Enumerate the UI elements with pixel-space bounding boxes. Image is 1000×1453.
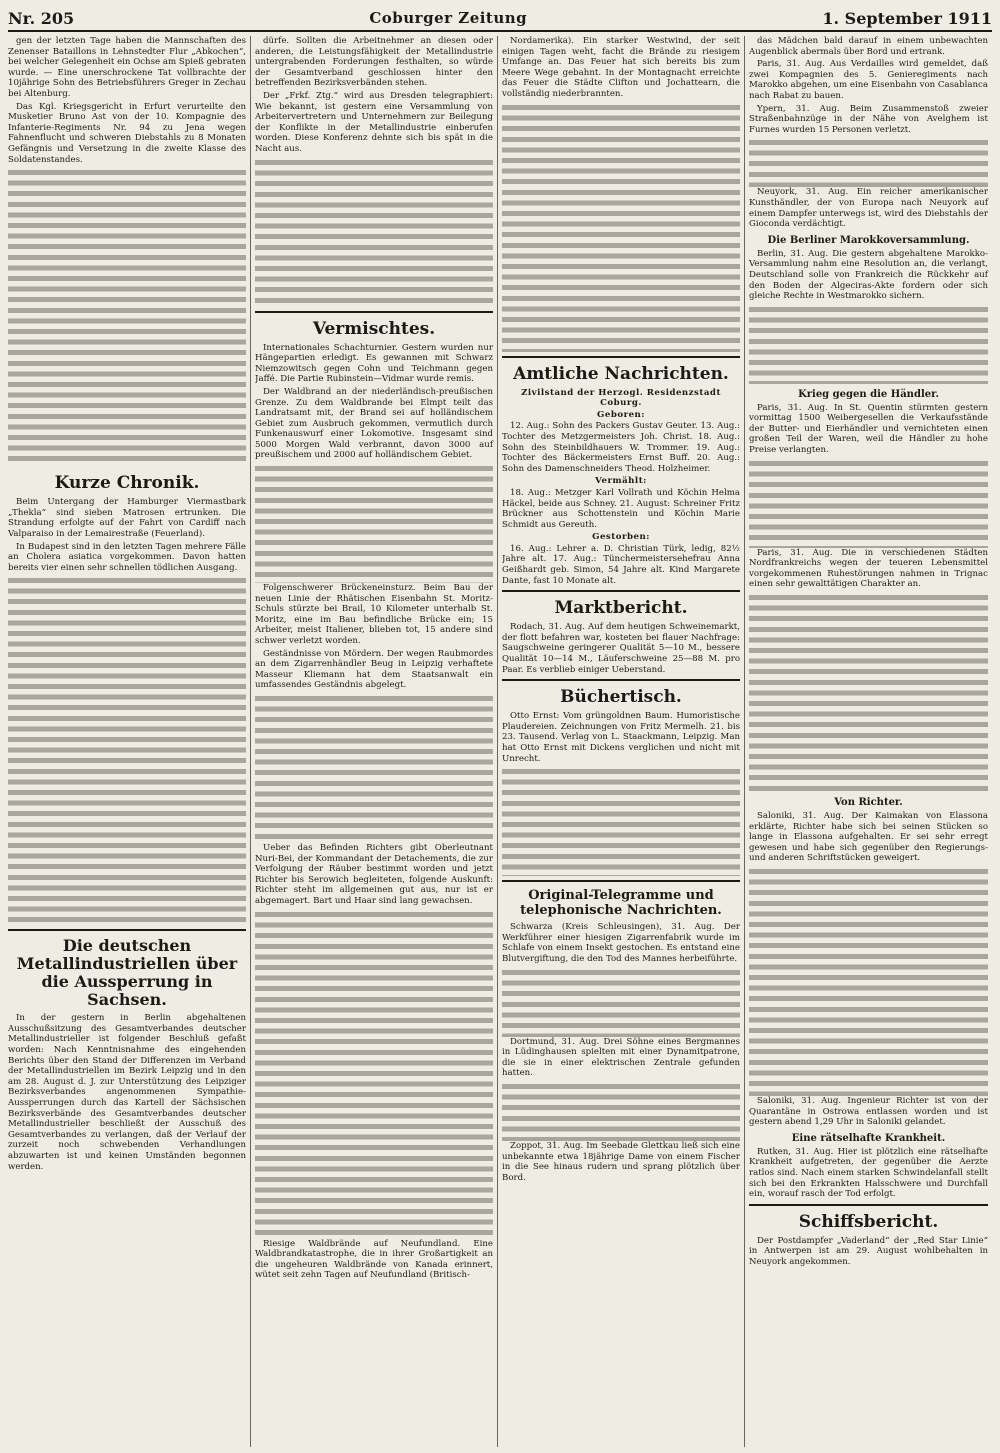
divider [502, 679, 740, 681]
article-paragraph: Internationales Schachturnier. Gestern wurden nur Hängepartien erledigt. Es gewannen mit Schwarz Niemzowitsch gegen Cohn und Teichmann gegen Jaffé. Die Partie Rubinstein—Vidmar wurde remis. [255, 342, 493, 385]
section-heading-schiffsbericht: Schiffsbericht. [798, 1211, 939, 1232]
column-2 [255, 36, 498, 1447]
article-paragraph: gen der letzten Tage haben die Mannschaften des Zenenser Bataillons in Lehnstedter Flur „Abkochen“, bei welcher Gelegenheit ein Ochse am Spieß gebraten wurde. — Eine unerschrockene Tat vollbrachte der 10jährige Sohn des Betriebsführers Greger in Zechau bei Altenburg. [8, 36, 246, 99]
article-paragraph: Rodach, 31. Aug. Auf dem heutigen Schweinemarkt, der flott befahren war, kosteten bei flauer Nachfrage: Saugschweine geringerer Qualität 5—10 M., bessere Qualität 10—14 M., Läuferschweine 25—88 M. pro Paar. Es verblieb einiger Ueberstand. [502, 622, 740, 675]
divider [749, 1204, 988, 1206]
article-paragraph: Riesige Waldbrände auf Neufundland. Eine Waldbrandkatastrophe, die in ihrer Großartigkeit an die ungeheuren Waldbrände von Kanada erinnert, wütet seit zehn Tagen auf Neufundland (Britisch- [255, 1238, 493, 1281]
article-paragraph: Berlin, 31. Aug. Die gestern abgehaltene Marokko-Versammlung nahm eine Resolution an, die verlangt, Deutschland solle von Frankreich die Rückkehr auf den Boden der Algeciras-Akte fordern oder sich gleiche Rechte in Westmarokko sichern. [749, 248, 988, 302]
column-1 [8, 36, 251, 1447]
issue-date: 1. September 1911 [822, 8, 992, 28]
article-paragraph: Saloniki, 31. Aug. Ingenieur Richter ist von der Quarantäne in Ostrowa entlassen worden und ist gestern abend 1,29 Uhr in Saloniki gelandet. [749, 1096, 988, 1128]
subheading-vermaehlt: Vermählt: [595, 476, 647, 487]
article-paragraph: Rutken, 31. Aug. Hier ist plötzlich eine rätselhafte Krankheit aufgetreten, der gegenüber die Aerzte ratlos sind. Nach einem starken Schwindelanfall stellt sich bei den Erkrankten Halsschwere und Durchfall ein, worauf rasch der Tod erfolgt. [749, 1146, 988, 1200]
article-paragraph: Paris, 31. Aug. Aus Verdailles wird gemeldet, daß zwei Kompagnien des 5. Genieregiments nach Marokko abgehen, um eine Eisenbahn von Casablanca nach Rabat zu bauen. [749, 59, 988, 101]
article-paragraph: In der gestern in Berlin abgehaltenen Ausschußsitzung des Gesamtverbandes deutscher Metallindustrieller ist folgender Beschluß gefaßt worden: Nach Kenntnisnahme des eingehenden Berichts über den Stand der Differenzen im Verband der Metallindustriellen im Bezirk Leipzig und in den am 28. August d. J. zur Unterstützung des Leipziger Bezirksverbandes angenommenen Sympathie-Aussperrungen durch das Kartell der Sächsischen Bezirksverbände des Gesamtverbandes deutscher Metallindustrieller beschließt der Ausschuß des Gesamtverbandes zu verlangen, daß der Verlauf der zurzeit noch schwebenden Verhandlungen abzuwarten ist und keinen Umständen begonnen werden. [8, 1013, 246, 1172]
article-paragraph: Paris, 31. Aug. Die in verschiedenen Städten Nordfrankreichs wegen der teueren Lebensmittel vorgekommenen Ruhestörungen nahmen in Trignac einen sehr gewalttätigen Charakter an. [749, 547, 988, 590]
article-paragraph: Der Waldbrand an der niederländisch-preußischen Grenze. Zu dem Waldbrande bei Elmpt teilt das Landratsamt mit, der Brand sei auf holländischem Gebiet zum Ausbruch gekommen, vermutlich durch Funkenauswurf einer Lokomotive. Insgesamt sind 5000 Morgen Wald verbrannt, davon 3000 auf preußischem und 2000 auf holländischem Gebiet. [255, 386, 493, 461]
text-block-illegible [749, 137, 988, 187]
text-block-illegible [502, 102, 740, 352]
section-heading-amtliche-nachrichten: Amtliche Nachrichten. [513, 363, 729, 384]
article-paragraph: Geständnisse von Mördern. Der wegen Raubmordes an dem Zigarrenhändler Beug in Leipzig verhaftete Masseur Kliemann hat dem Staatsanwalt ein umfassendes Geständnis abgelegt. [255, 648, 493, 691]
subheading-gestorben: Gestorben: [592, 532, 650, 543]
columns [8, 36, 992, 1447]
masthead [8, 6, 992, 32]
article-paragraph: dürfe. Sollten die Arbeitnehmer an diesen oder anderen, die Leistungsfähigkeit der Metallindustrie untergrabenden Forderungen festhalten, so würde der Gesamtverband geschlossen hinter den betreffenden Bezirksverbänden stehen. [255, 36, 493, 89]
column-4 [749, 36, 992, 1447]
article-paragraph: Nordamerika). Ein starker Westwind, der seit einigen Tagen weht, facht die Brände zu riesigem Umfange an. Das Feuer hat sich bereits bis zum Meere Wege gebahnt. In der Montagnacht erreichte das Feuer die Städte Clifton und Jochattearn, die vollständig niederbrannten. [502, 36, 740, 99]
article-paragraph: Dortmund, 31. Aug. Drei Söhne eines Bergmannes in Lüdinghausen spielten mit einer Dynamitpatrone, die sie in einer elektrischen Zentrale gefunden hatten. [502, 1036, 740, 1079]
text-block-illegible [502, 766, 740, 876]
article-paragraph: Folgenschwerer Brückeneinsturz. Beim Bau der neuen Linie der Rhätischen Eisenbahn St. Moritz-Schuls stürzte bei Brail, 10 Kilometer unterhalb St. Moritz, eine im Bau befindliche Brücke ein; 15 Arbeiter, meist Italiener, blieben tot, 15 andere sind schwer verletzt worden. [255, 583, 493, 647]
article-paragraph: Beim Untergang der Hamburger Viermastbark „Thekla“ sind sieben Matrosen ertrunken. Die Strandung erfolgte auf der Fahrt von Cardiff nach Valparaiso in der Lemairestraße (Feuerland). [8, 497, 246, 539]
divider [8, 929, 246, 931]
text-block-illegible [502, 967, 740, 1037]
text-block-illegible [502, 1081, 740, 1141]
text-block-illegible [749, 458, 988, 548]
issue-number: Nr. 205 [8, 8, 75, 28]
section-heading-marktbericht: Marktbericht. [554, 598, 688, 619]
subheading-zivilstand: Zivilstand der Herzogl. Residenzstadt Coburg. [521, 387, 721, 409]
section-heading-marokkoversammlung: Die Berliner Marokkoversammlung. [767, 234, 970, 246]
section-heading-metallindustrielle: Die deutschen Metallindustriellen über die Aussperrung in Sachsen. [16, 936, 238, 1010]
article-paragraph: Zoppot, 31. Aug. Im Seebade Glettkau ließ sich eine unbekannte etwa 18jährige Dame von einem Fischer in die See hinaus rudern und sprang plötzlich über Bord. [502, 1140, 740, 1183]
text-block-illegible [255, 463, 493, 583]
section-heading-von-richter: Von Richter. [834, 797, 903, 809]
article-paragraph: Der „Frkf. Ztg.“ wird aus Dresden telegraphiert: Wie bekannt, ist gestern eine Versammlung von Arbeitervertretern und Unternehmern zur Beilegung der Konflikte in der Metallindustrie einberufen worden. Diese Konferenz dehnte sich bis spät in die Nacht aus. [255, 90, 493, 154]
paper-title: Coburger Zeitung [369, 9, 528, 27]
text-block-illegible [749, 592, 988, 792]
text-block-illegible [255, 909, 493, 1239]
registry-entries-births: 12. Aug.: Sohn des Packers Gustav Geuter. 13. Aug.: Tochter des Metzgermeisters Joh. Christ. 18. Aug.: Sohn des Steinbildhauers W. Trommer. 19. Aug.: Tochter des Bäckermeisters Ernst Buff. 20. Aug.: Sohn des Damenschneiders Theod. Holzheimer. [502, 421, 740, 474]
article-paragraph: Saloniki, 31. Aug. Der Kaimakan von Elassona erklärte, Richter habe sich bei seinen Stücken so lange in Elassona aufgehalten. Er sei sehr erregt gewesen und habe sich gegenüber den Regierungs- und anderen Schriftstücken geweigert. [749, 811, 988, 864]
text-block-illegible [255, 693, 493, 843]
article-paragraph: Neuyork, 31. Aug. Ein reicher amerikanischer Kunsthändler, der von Europa nach Neuyork auf einem Dampfer unterwegs ist, wird des Diebstahls der Gioconda verdächtigt. [749, 187, 988, 230]
section-heading-kurze-chronik: Kurze Chronik. [54, 473, 200, 494]
article-paragraph: Schwarza (Kreis Schleusingen), 31. Aug. Der Werkführer einer hiesigen Zigarrenfabrik wurde im Schlafe von einem Insekt gestochen. Es entstand eine Blutvergiftung, die den Tod des Mannes herbeiführte. [502, 922, 740, 964]
article-paragraph: Ueber das Befinden Richters gibt Oberleutnant Nuri-Bei, der Kommandant der Detachements, die zur Verfolgung der Räuber bestimmt worden und jetzt Richter bis Serowich begleiteten, folgende Auskunft: Richter steht im allgemeinen gut aus, nur ist er abgemagert. Bart und Haar sind lang gewachsen. [255, 843, 493, 906]
text-block-illegible [749, 866, 988, 1096]
divider [255, 311, 493, 313]
section-heading-krieg-haendler: Krieg gegen die Händler. [798, 388, 939, 400]
article-paragraph: das Mädchen bald darauf in einem unbewachten Augenblick abermals über Bord und ertrank. [749, 36, 988, 57]
section-heading-vermischtes: Vermischtes. [312, 318, 436, 339]
text-block-illegible [255, 157, 493, 307]
article-paragraph: Otto Ernst: Vom grüngoldnen Baum. Humoristische Plaudereien. Zeichnungen von Fritz Mermelh. 21. bis 23. Tausend. Verlag von L. Staackmann, Leipzig. Man hat Otto Ernst mit Dickens verglichen und nicht mit Unrecht. [502, 711, 740, 764]
section-heading-raetselhafte-krankheit: Eine rätselhafte Krankheit. [791, 1132, 946, 1144]
section-heading-telegramme: Original-Telegramme und telephonische Nachrichten. [520, 888, 722, 919]
article-paragraph: Paris, 31. Aug. In St. Quentin stürmten gestern vormittag 1500 Weibergesellen die Verkaufsstände der Butter- und Eierhändler und vernichteten einen großen Teil der Waren, weil die Händler zu hohe Preise verlangten. [749, 402, 988, 456]
subheading-geboren: Geboren: [597, 409, 645, 420]
column-3 [502, 36, 745, 1447]
divider [502, 880, 740, 882]
registry-entries-deaths: 16. Aug.: Lehrer a. D. Christian Türk, ledig, 82½ Jahre alt. 17. Aug.: Tünchermeistersehefrau Anna Geißhardt geb. Simon, 54 Jahre alt. Kind Margarete Dante, fast 10 Monate alt. [502, 543, 740, 586]
divider [502, 590, 740, 592]
text-block-illegible [8, 575, 246, 925]
article-paragraph: Das Kgl. Kriegsgericht in Erfurt verurteilte den Musketier Bruno Ast von der 10. Kompagnie des Infanterie-Regiments Nr. 94 zu Jena wegen Fahnenflucht und schweren Diebstahls zu 8 Monaten Gefängnis und Versetzung in die zweite Klasse des Soldatenstandes. [8, 101, 246, 165]
article-paragraph: In Budapest sind in den letzten Tagen mehrere Fälle an Cholera asiatica vorgekommen. Davon hatten bereits vier einen sehr schnellen tödlichen Ausgang. [8, 541, 246, 573]
text-block-illegible [749, 304, 988, 384]
registry-entries-marriages: 18. Aug.: Metzger Karl Vollrath und Köchin Helma Häckel, beide aus Schney. 21. August: Schreiner Fritz Brückner aus Schottenstein und Köchin Marie Schmidt aus Gereuth. [502, 487, 740, 530]
article-paragraph: Ypern, 31. Aug. Beim Zusammenstoß zweier Straßenbahnzüge in der Nähe von Avelghem ist Furnes wurden 15 Personen verletzt. [749, 103, 988, 135]
divider [502, 356, 740, 358]
text-block-illegible [8, 167, 246, 467]
section-heading-buechertisch: Büchertisch. [560, 687, 682, 708]
article-paragraph: Der Postdampfer „Vaderland“ der „Red Star Linie“ in Antwerpen ist am 29. August wohlbehalten in Neuyork angekommen. [749, 1235, 988, 1267]
